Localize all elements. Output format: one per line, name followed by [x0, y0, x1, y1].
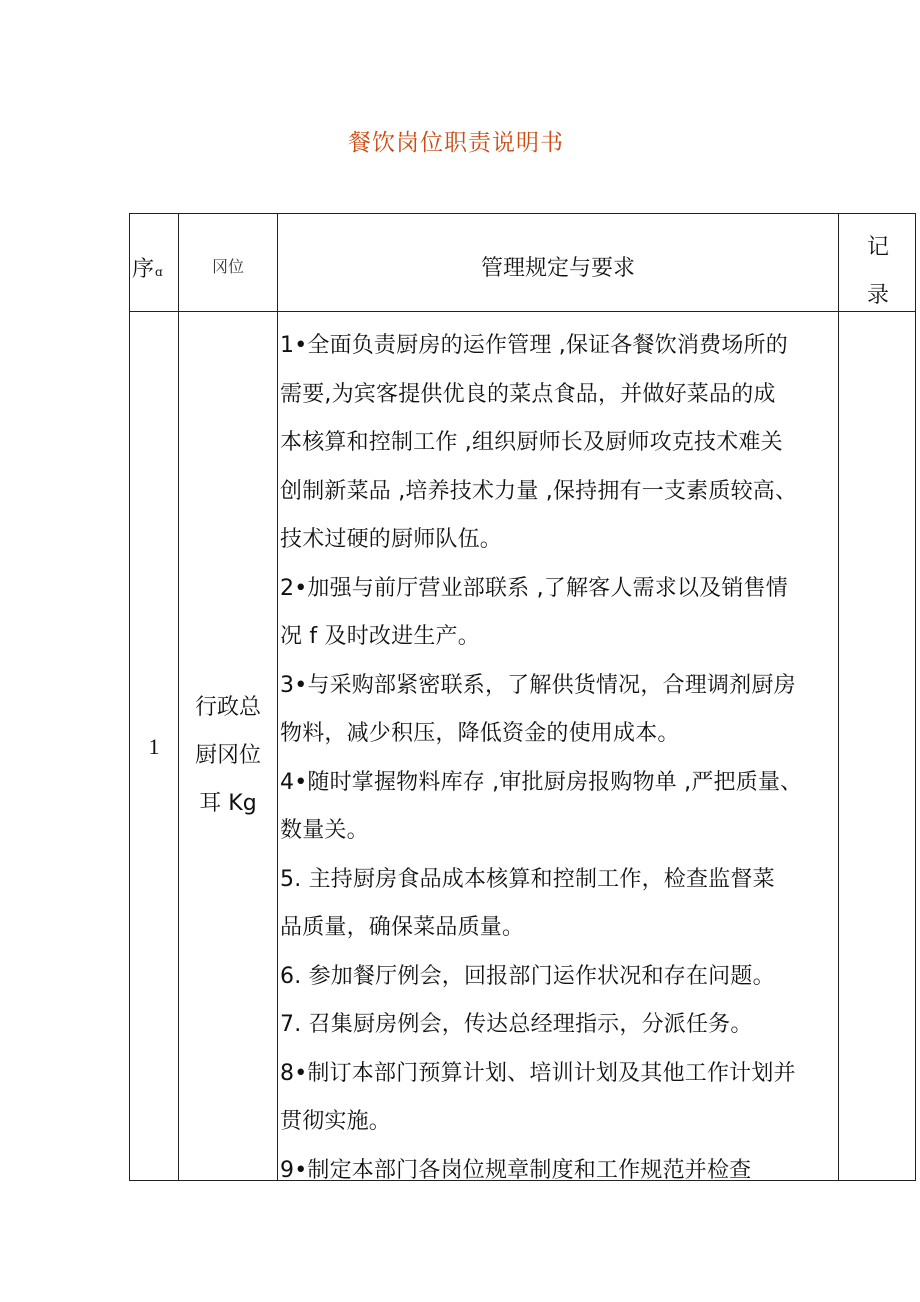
header-post: 冈位 [211, 257, 244, 276]
column-divider [838, 214, 839, 1180]
row-seq-number: 1 [148, 734, 160, 759]
requirement-line: 数量关。 [280, 818, 369, 843]
row-post-name [179, 684, 277, 828]
requirement-line: 创制新菜品 ,培养技术力量 ,保持拥有一支素质较高、 [280, 478, 798, 504]
header-seq-label: 序 [132, 257, 155, 282]
requirement-line: 4•随时掌握物料库存 ,审批厨房报购物单 ,严把质量、 [280, 769, 803, 795]
requirement-line: 3•与采购部紧密联系，了解供货情况，合理调剂厨房 [280, 672, 796, 698]
requirement-line: 5. 主持厨房食品成本核算和控制工作，检查监督菜 [280, 866, 775, 892]
requirement-line: 7. 召集厨房例会，传达总经理指示，分派任务。 [280, 1012, 753, 1037]
header-record-line: 录 [866, 283, 889, 308]
requirement-line: 品质量，确保菜品质量。 [280, 915, 525, 940]
requirement-line: 1•全面负责厨房的运作管理 ,保证各餐饮消费场所的 [280, 333, 788, 358]
requirement-line: 技术过硬的厨师队伍。 [280, 527, 503, 552]
row-requirements [280, 322, 838, 1181]
requirement-line: 本核算和控制工作 ,组织厨师长及厨师攻克技术难关 [280, 430, 783, 455]
page-title: 餐饮岗位职责说明书 [348, 130, 564, 156]
requirement-line: 需要,为宾客提供优良的菜点食品，并做好菜品的成 [280, 381, 776, 407]
column-divider [277, 214, 278, 1180]
duty-table [129, 213, 916, 1181]
requirement-line: 8•制订本部门预算计划、培训计划及其他工作计划并 [280, 1060, 796, 1086]
post-name-line: 行政总 [194, 695, 261, 720]
requirement-line: 6. 参加餐厅例会，回报部门运作状况和存在问题。 [280, 963, 775, 989]
requirement-line: 况 f 及时改进生产。 [280, 624, 480, 649]
header-record [839, 224, 916, 320]
header-requirements: 管理规定与要求 [480, 256, 635, 281]
requirement-line: 9•制定本部门各岗位规章制度和工作规范并检查 [280, 1157, 752, 1181]
requirement-line: 贯彻实施。 [280, 1109, 392, 1134]
header-record-line: 记 [866, 235, 889, 260]
header-seq-sub: ɑ [155, 265, 163, 279]
header-seq [132, 252, 163, 283]
requirement-line: 2•加强与前厅营业部联系 ,了解客人需求以及销售情 [280, 575, 788, 601]
post-name-line: 厨冈位 [194, 743, 261, 768]
post-name-line: 耳 Kg [199, 791, 257, 816]
header-row-divider [130, 311, 915, 312]
requirement-line: 物料，减少积压，降低资金的使用成本。 [280, 721, 680, 746]
